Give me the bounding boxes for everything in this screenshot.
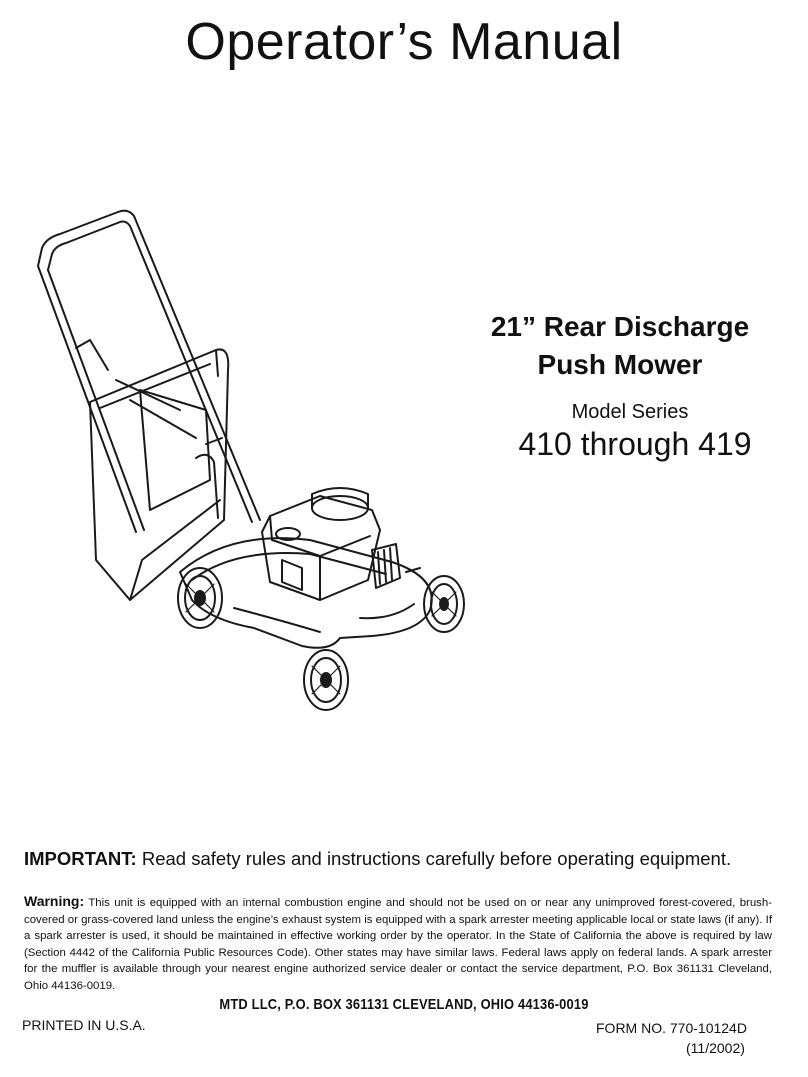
front-right-wheel (424, 576, 464, 632)
model-series-label: Model Series (571, 401, 689, 423)
form-number: FORM NO. 770-10124D (596, 1020, 747, 1036)
important-text: Read safety rules and instructions carefully before operating equipment. (136, 848, 732, 869)
warning-text: This unit is equipped with an internal combustion engine and should not be used on or near any unimproved forest-covered, brush-covered or grass-covered land unless the engine’s exhaust system is equipped with a spark arrester meeting applicable local or state laws (if any). If a spark arrester is used, it should be maintained in effective working order by the operator. In the State of California the above is required by law (Section 4442 of the California Public Resources Code). Other states may have similar laws. Federal laws apply on federal lands. A spark arrester for the muffler is available through your nearest engine authorized service dealer or contact the service department, P.O. Box 361131 Cleveland, Ohio 44136-0019. (24, 897, 772, 992)
form-date: (11/2002) (686, 1040, 745, 1056)
company-address: MTD LLC, P.O. BOX 361131 CLEVELAND, OHIO 44136-0019 (219, 996, 589, 1013)
rear-left-wheel (178, 568, 222, 628)
mower-handle (38, 211, 260, 532)
manual-title: Operator’s Manual (185, 13, 623, 71)
engine (262, 488, 420, 600)
important-label: IMPORTANT: (24, 848, 137, 869)
important-notice (24, 848, 794, 870)
warning-notice (24, 893, 772, 995)
product-title (440, 308, 800, 384)
grass-catcher-bag (90, 349, 228, 600)
front-left-wheel (304, 650, 348, 710)
printed-in-label: PRINTED IN U.S.A. (22, 1017, 146, 1033)
product-title-line1: 21” Rear Discharge (490, 311, 750, 342)
model-series-range: 410 through 419 (518, 426, 752, 462)
push-mower-illustration (20, 200, 500, 740)
product-title-line2: Push Mower (537, 349, 703, 380)
mower-deck (180, 538, 432, 648)
warning-label: Warning: (24, 893, 85, 909)
